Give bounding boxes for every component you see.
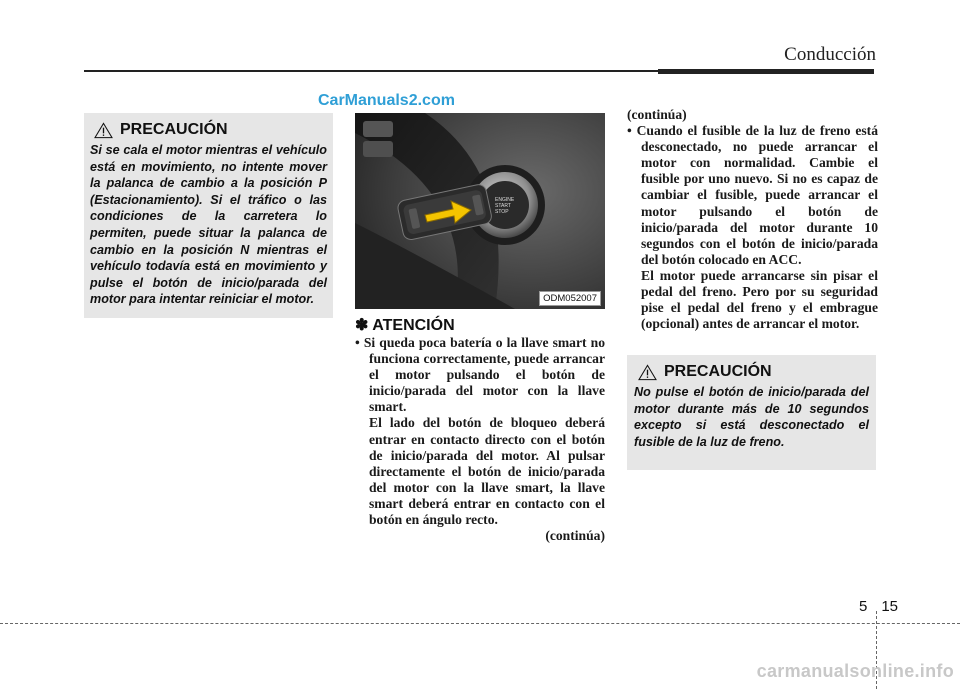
caution-box-1-body: Si se cala el motor mientras el vehículo está en movimiento, no intente mover la palanca de cambio a la posición P (Estacionamiento). Si el tráfico o las condiciones de la carretera lo permiten, puede situar la palanca de cambio en la posición N mientras el vehículo todavía está en movimiento y pulse el botón de inicio/parada del motor para intentar reiniciar el motor. <box>90 143 327 307</box>
engine-button-label-2: START <box>495 203 511 209</box>
column-3-bullet: • Cuando el fusible de la luz de freno está desconectado, no puede arrancar el motor con normalidad. Cambie el fusible por uno nuevo. Si no es capaz de cambiar el fusible, puede arrancar el motor pulsando el botón de inicio/parada del motor durante 10 segundos con el botón de inicio/parada del botón colocado en ACC. <box>627 123 878 267</box>
header-section-title: Conducción <box>784 44 876 65</box>
page-number-value: 15 <box>881 598 898 615</box>
column-3-text <box>627 107 878 332</box>
column-3-paragraph: El motor puede arrancarse sin pisar el pedal del freno. Pero por su seguridad pise el pedal del freno y el embrague (opcional) antes de arrancar el motor. <box>641 267 878 332</box>
attention-bullet: • Si queda poca batería o la llave smart no funciona correctamente, puede arrancar el motor pulsando el botón de inicio/parada del motor con la llave smart. <box>355 335 605 415</box>
caution-box-2 <box>627 355 876 470</box>
caution-box-2-title: PRECAUCIÓN <box>664 363 772 380</box>
warning-triangle-icon <box>638 364 657 381</box>
caution-box-1-header <box>94 121 327 139</box>
attention-continues: (continúa) <box>545 528 605 544</box>
caution-box-2-body: No pulse el botón de inicio/parada del motor durante más de 10 segundos excepto si está desconectado el fusible de la luz de freno. <box>634 385 869 449</box>
chapter-number: 5 <box>858 598 868 615</box>
footer-rule <box>0 623 960 624</box>
warning-triangle-icon <box>94 122 113 139</box>
caution-box-1 <box>84 113 333 318</box>
page-number <box>859 598 898 615</box>
engine-button-label-1: ENGINE <box>495 197 515 203</box>
figure-smart-key-start-button <box>355 113 605 309</box>
column-3-continued: (continúa) <box>627 107 687 122</box>
smart-key-photo <box>355 113 605 309</box>
caution-box-1-title: PRECAUCIÓN <box>120 121 228 138</box>
caution-box-2-header <box>638 363 869 381</box>
watermark-top[interactable]: CarManuals2.com <box>318 92 455 109</box>
header-rule-accent <box>658 69 874 74</box>
attention-text <box>355 335 605 544</box>
engine-button-label-3: STOP <box>495 209 509 215</box>
attention-paragraph: El lado del botón de bloqueo deberá entrar en contacto directo con el botón de inicio/parada del motor. Al pulsar directamente el botón de inicio/parada del motor con la llave smart, la llave smart deberá entrar en contacto con el botón en ángulo recto. <box>369 415 605 528</box>
watermark-bottom[interactable]: carmanualsonline.info <box>756 661 954 681</box>
figure-label: ODM052007 <box>539 291 601 306</box>
attention-title: ✽ ATENCIÓN <box>355 317 455 334</box>
